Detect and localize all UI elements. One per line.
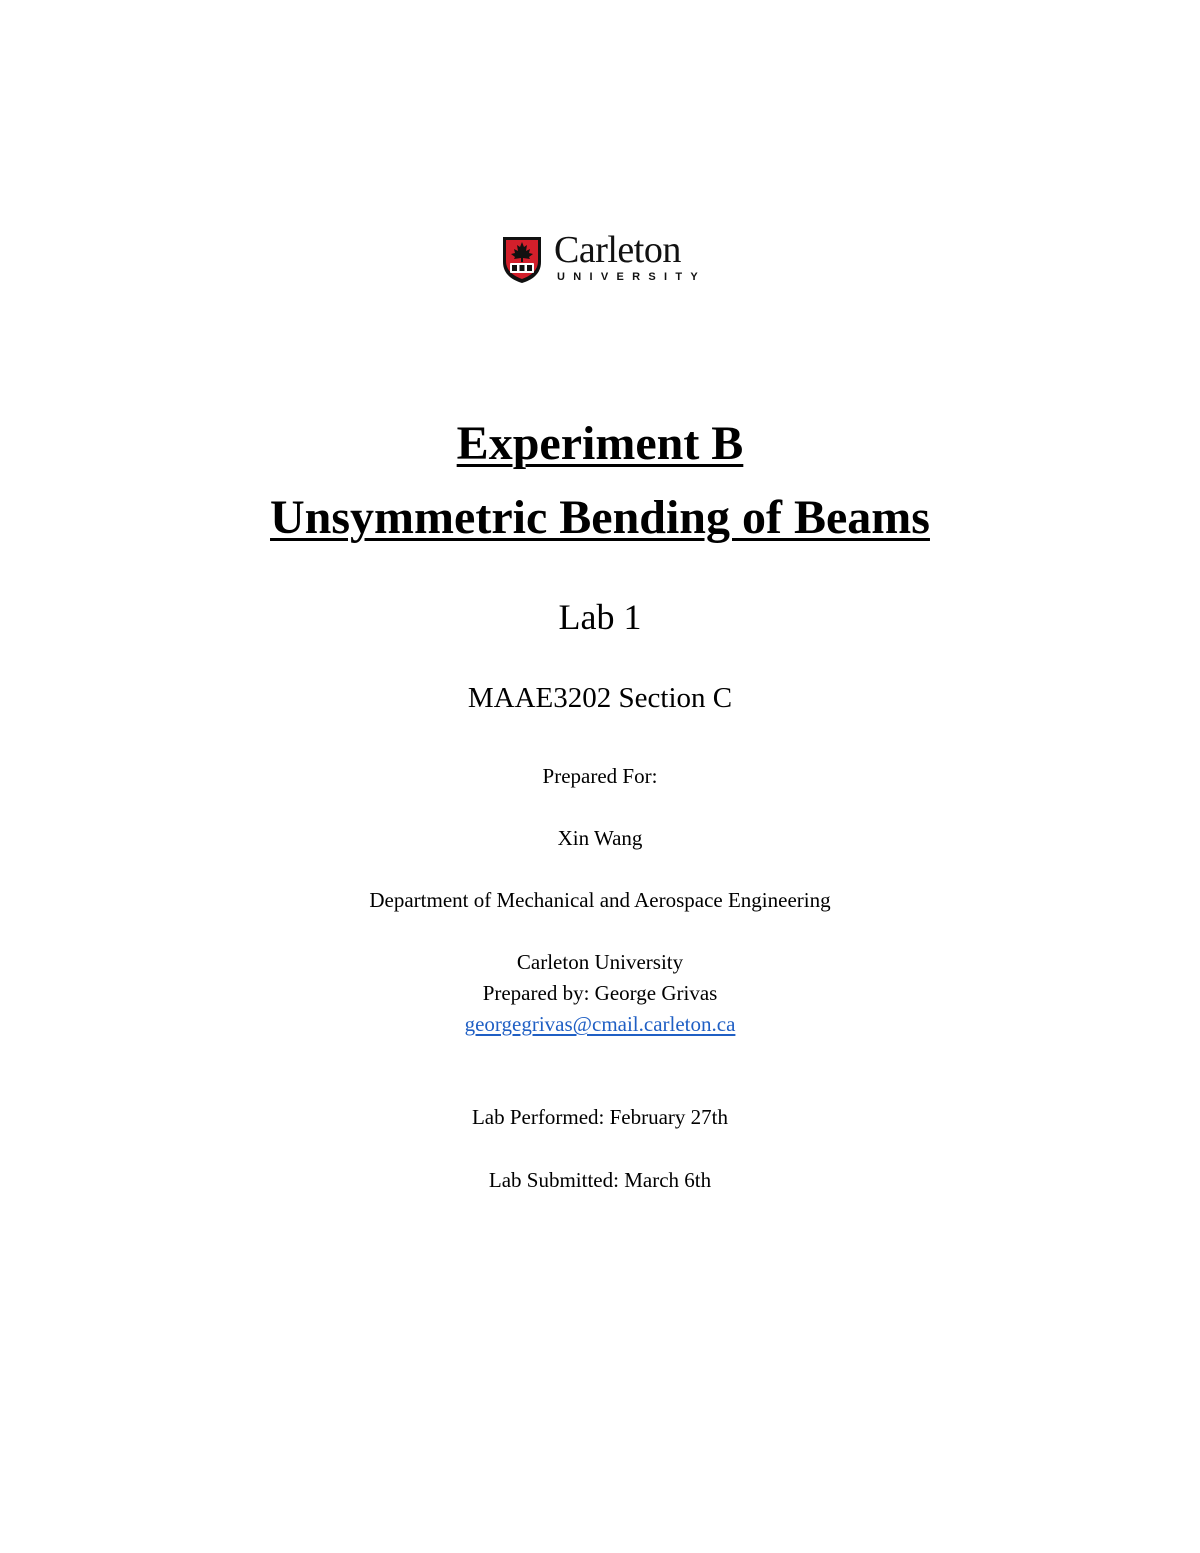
lab-number: Lab 1 xyxy=(558,597,642,637)
lab-submitted-date: Lab Submitted: March 6th xyxy=(488,1168,712,1192)
logo-subtitle: UNIVERSITY xyxy=(557,271,707,283)
email-link[interactable]: georgegrivas@cmail.carleton.ca xyxy=(464,1012,736,1036)
shield-maple-leaf-icon xyxy=(502,236,542,284)
carleton-university-logo xyxy=(502,229,707,286)
department-name: Department of Mechanical and Aerospace Engineering xyxy=(369,888,831,912)
prepared-by-line: Prepared by: George Grivas xyxy=(482,981,718,1005)
logo-wordmark: Carleton xyxy=(554,229,681,271)
lab-performed-date: Lab Performed: February 27th xyxy=(471,1105,728,1129)
title-experiment: Experiment B xyxy=(456,417,744,470)
prepared-for-label: Prepared For: xyxy=(542,764,658,788)
title-topic: Unsymmetric Bending of Beams xyxy=(270,491,930,544)
course-section: MAAE3202 Section C xyxy=(467,682,733,714)
instructor-name: Xin Wang xyxy=(557,826,643,850)
email-line xyxy=(0,1012,1200,1037)
university-name: Carleton University xyxy=(516,950,684,974)
